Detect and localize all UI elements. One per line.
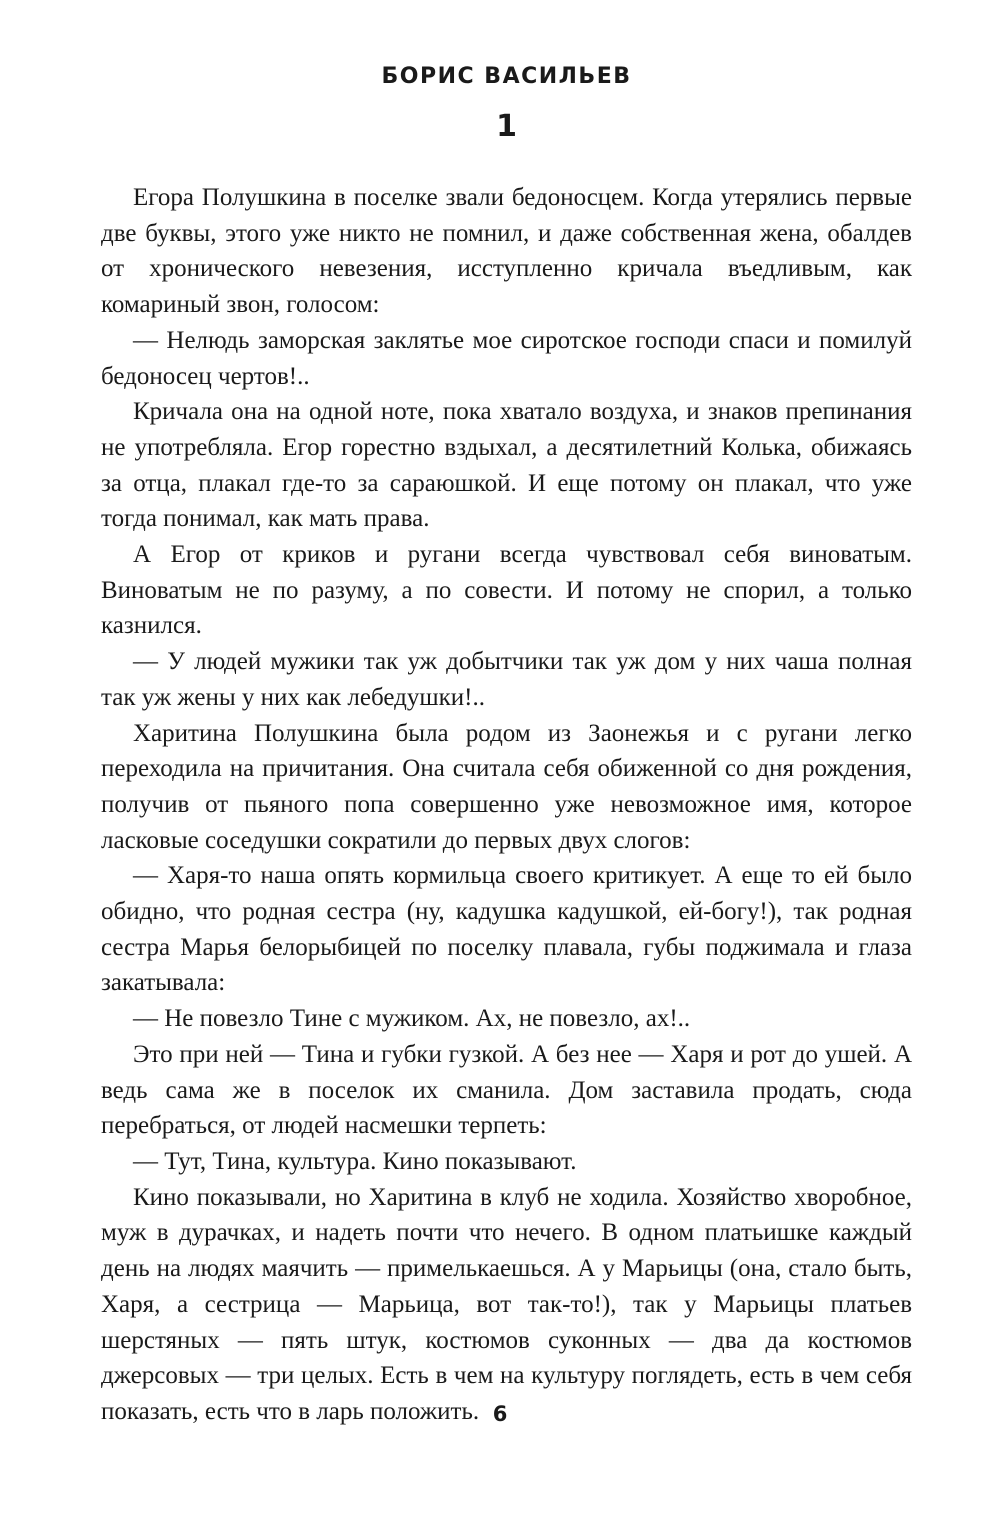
- paragraph: Кино показывали, но Харитина в клуб не ходила. Хозяйство хворобное, муж в дурачках, и надеть почти что нечего. В одном платьишке каждый день на людях маячить — примелькаешься. А у Марьицы (она, стало быть, Харя, а сестрица — Марьица, вот так-то!), так у Марьицы платьев шерстяных — пять штук, костюмов суконных — два да костюмов джерсовых — три целых. Есть в чем на культуру поглядеть, есть в чем себя показать, есть что в ларь положить.: [101, 1183, 912, 1425]
- paragraph: Кричала она на одной ноте, пока хватало воздуха, и знаков препинания не употребляла. Егор горестно вздыхал, а десятилетний Колька, обижаясь за отца, плакал где-то за сараюшкой. И еще потому он плакал, что уже тогда понимал, как мать права.: [101, 398, 912, 533]
- page-number: 6: [492, 1402, 508, 1426]
- paragraph: Харитина Полушкина была родом из Заонежья и с ругани легко переходила на причитания. Она считала себя обиженной со дня рождения, получив от пьяного попа совершенно уже невозможное имя, которое ласковые соседушки сократили до первых двух слогов:: [101, 719, 912, 854]
- paragraph: А Егор от криков и ругани всегда чувствовал себя виноватым. Виноватым не по разуму, а по совести. И потому не спорил, а только казнился.: [101, 541, 912, 640]
- body-text: [101, 180, 912, 1430]
- running-header-author: БОРИС ВАСИЛЬЕВ: [381, 64, 632, 89]
- paragraph: — Нелюдь заморская заклятье мое сиротское господи спаси и помилуй бедоносец чертов!..: [101, 326, 912, 390]
- paragraph: Это при ней — Тина и губки гузкой. А без нее — Харя и рот до ушей. А ведь сама же в поселок их сманила. Дом заставила продать, сюда перебраться, от людей насмешки терпеть:: [101, 1040, 912, 1140]
- paragraph: — Харя-то наша опять кормильца своего критикует. А еще то ей было обидно, что родная сестра (ну, кадушка кадушкой, ей-богу!), так родная сестра Марья белорыбицей по поселку плавала, губы поджимала и глаза закатывала:: [101, 862, 912, 997]
- chapter-number: 1: [496, 109, 517, 144]
- paragraph: — Не повезло Тине с мужиком. Ах, не повезло, ах!..: [133, 1005, 691, 1033]
- paragraph: Егора Полушкина в поселке звали бедоносцем. Когда утерялись первые две буквы, этого уже никто не помнил, и даже собственная жена, обалдев от хронического невезения, исступленно кричала въедливым, как комариный звон, голосом:: [101, 184, 912, 319]
- paragraph: — У людей мужики так уж добытчики так уж дом у них чаша полная так уж жены у них как лебедушки!..: [101, 648, 912, 711]
- paragraph: — Тут, Тина, культура. Кино показывают.: [133, 1147, 577, 1175]
